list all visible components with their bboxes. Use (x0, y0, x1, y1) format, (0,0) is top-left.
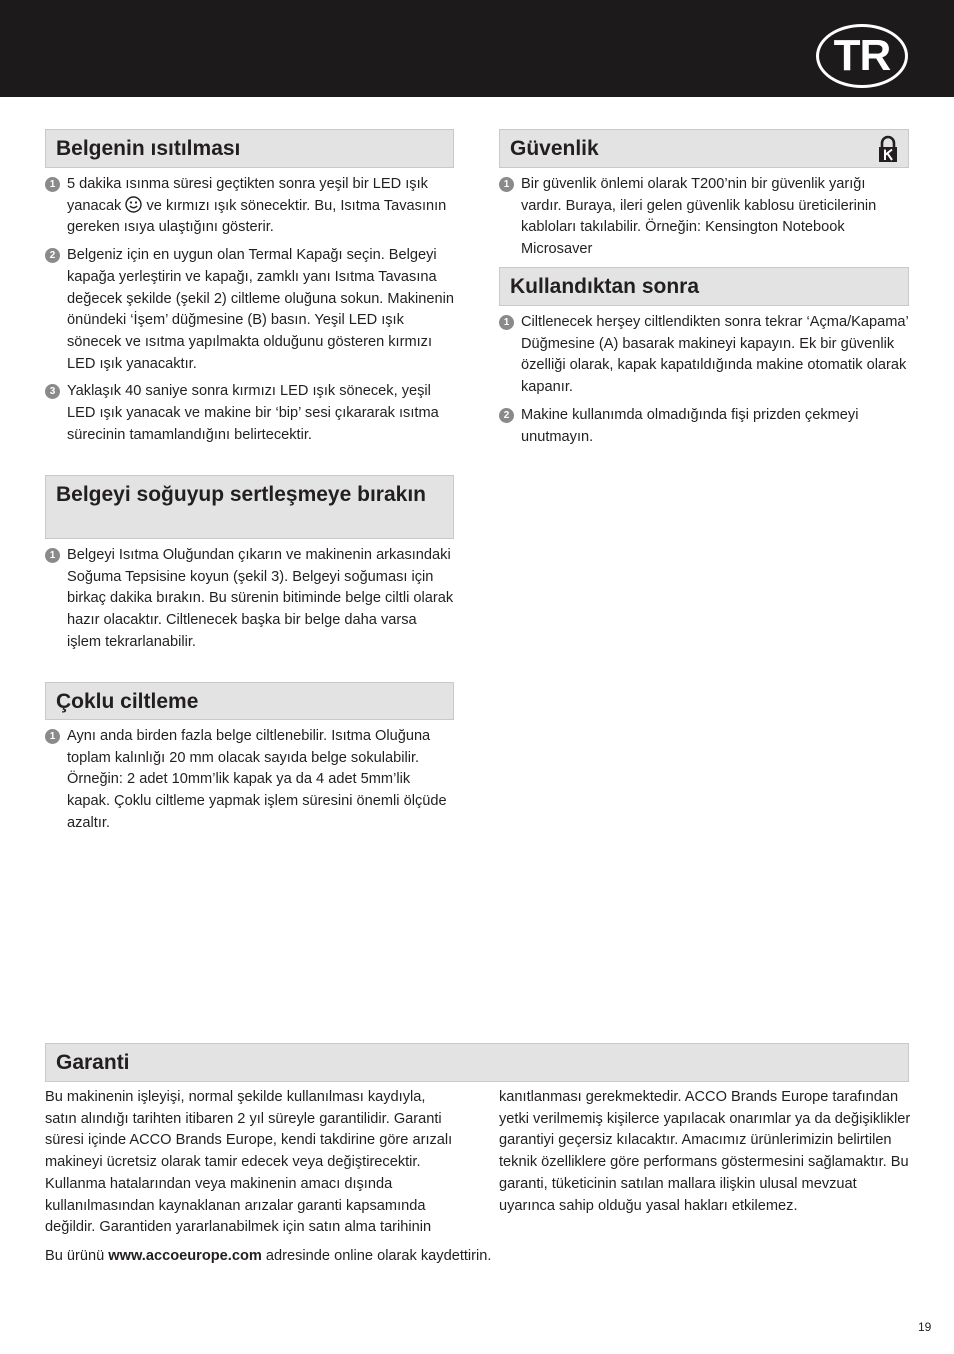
step-text: Makine kullanımda olmadığında fişi prizden çekmeyi unutmayın. (521, 406, 859, 445)
register-text: adresinde online olarak kaydettirin. (265, 1248, 492, 1264)
language-badge: TR (816, 24, 908, 88)
step-number-badge: 1 (45, 729, 60, 744)
register-text: Bu ürünü (45, 1248, 105, 1264)
right-column-security (499, 129, 909, 261)
cooling-steps (45, 545, 454, 654)
step-text: Bir güvenlik önlemi olarak T200’nin bir güvenlik yarığı vardır. Buraya, ileri gelen güvenlik kablosu üreticilerinin kabloları takılabilir. Örneğin: Kensington Notebook Microsaver (521, 176, 877, 258)
kensington-lock-icon (877, 135, 899, 163)
section-heading-heating: Belgenin ısıtılması (45, 129, 454, 168)
step-text: Aynı anda birden fazla belge ciltlenebilir. Isıtma Oluğuna toplam kalınlığı 20 mm olacak sayıda belge sokulabilir. Örneğin: 2 adet 10mm’lik kapak ya da 4 adet 5mm’lik kapak. Çoklu ciltleme yapmak işlem süresini önemli ölçüde azaltır. (67, 728, 447, 831)
step-text: Belgeyi Isıtma Oluğundan çıkarın ve makinenin arkasındaki Soğuma Tepsisine koyun (şekil 3). Belgeyi soğuması için birkaç dakika bırakın. Bu sürenin bitiminde belge ciltli olarak hazır olacaktır. Ciltlenecek başka bir belge daha varsa işlem tekrarlanabilir. (67, 547, 454, 650)
right-column-after-use (499, 267, 909, 448)
step-number-badge: 1 (45, 548, 60, 563)
section-heading-warranty: Garanti (45, 1043, 909, 1082)
warranty-section (45, 1043, 909, 1082)
header-bar (0, 0, 954, 97)
step-item (499, 174, 909, 261)
step-item (499, 405, 909, 448)
step-item (45, 174, 454, 239)
step-text: Ciltlenecek herşey ciltlendikten sonra tekrar ‘Açma/Kapama’ Düğmesine (A) basarak makineyi kapayın. Ek bir güvenlik özelliği olarak, kapak kapatıldığında makine otomatik olarak kapanır. (521, 314, 909, 396)
step-text: Belgeniz için en uygun olan Termal Kapağı seçin. Belgeyi kapağa yerleştirin ve kapağı, zamklı yanı Isıtma Tavasına değecek şekilde (şekil 2) ciltleme oluğuna sokun. Makinenin önündeki ‘İşem’ düğmesine (B) basın. Yeşil LED ışık sönecek ve ısıtma yapılmakta olduğunu gösteren kırmızı LED ışık yanacaktır. (67, 247, 454, 372)
step-text: ve kırmızı ışık sönecektir. Bu, Isıtma Tavasının gereken ısıya ulaştığını gösterir. (67, 197, 447, 236)
step-number-badge: 2 (499, 408, 514, 423)
step-number-badge: 1 (45, 177, 60, 192)
step-item (45, 245, 454, 375)
step-number-badge: 1 (499, 177, 514, 192)
step-number-badge: 2 (45, 248, 60, 263)
security-steps (499, 174, 909, 261)
left-column-cooling (45, 475, 454, 654)
smiley-icon (125, 196, 142, 213)
step-number-badge: 3 (45, 384, 60, 399)
section-heading-text: Güvenlik (510, 137, 599, 160)
step-text: Yaklaşık 40 saniye sonra kırmızı LED ışık sönecek, yeşil LED ışık yanacak ve makine bir ‘bip’ sesi çıkararak ısıtma sürecinin tamamlandığını belirtecektir. (67, 383, 439, 443)
step-item (499, 312, 909, 399)
page-number: 19 (918, 1320, 932, 1334)
left-column (45, 129, 454, 446)
left-column-multi (45, 682, 454, 835)
section-heading-cooling: Belgeyi soğuyup sertleşmeye bırakın (45, 475, 454, 539)
step-item (45, 381, 454, 446)
section-heading-security (499, 129, 909, 168)
step-item (45, 545, 454, 654)
after-use-steps (499, 312, 909, 448)
step-text: 5 dakika ısınma süresi geçtikten sonra yeşil bir LED ışık yanacak (67, 176, 428, 214)
step-number-badge: 1 (499, 315, 514, 330)
warranty-text-col2: kanıtlanması gerekmektedir. ACCO Brands Europe tarafından yetki verilmemiş kişilerce yapılacak onarımlar ya da değişiklikler garantiyi geçersiz kılacaktır. Amacımız ürünlerimizin belirtilen teknik özelliklere göre performans göstermesini sağlamaktır. Bu garanti, tüketicinin satılan mallara ilişkin ulusal mevzuat uyarınca sahip olduğu yasal hakları etkilemez. (499, 1089, 911, 1214)
warranty-text-col1: Bu makinenin işleyişi, normal şekilde kullanılması kaydıyla, satın alındığı tarihten itibaren 2 yıl süreyle garantilidir. Garanti süresi içinde ACCO Brands Europe, kendi takdirine göre arızalı makineyi ücretsiz olarak tamir edecek veya değiştirecektir. Kullanma hatalarından veya makinenin amacı dışında kullanılmasından kaynaklanan arızalar garanti kapsamında değildir. Garantiden yararlanabilmek için satın alma tarihinin (45, 1089, 453, 1236)
heating-steps (45, 174, 454, 446)
multi-steps (45, 726, 454, 835)
register-line (45, 1246, 645, 1268)
register-link[interactable]: www.accoeurope.com (108, 1248, 262, 1264)
section-heading-multi: Çoklu ciltleme (45, 682, 454, 720)
section-heading-after-use: Kullandıktan sonra (499, 267, 909, 306)
step-item (45, 726, 454, 835)
